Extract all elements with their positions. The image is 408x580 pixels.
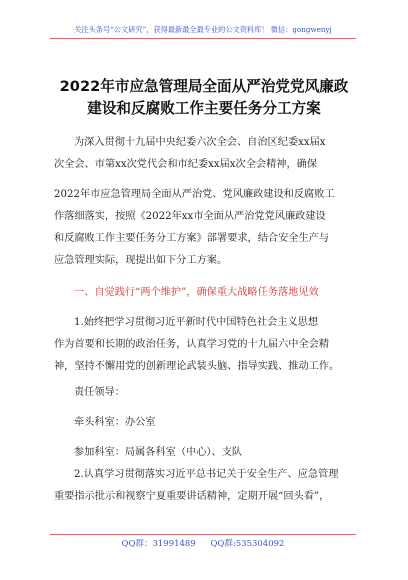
text-line: 次全会、市第xx次党代会和市纪委xx届x次全会精神，确保 [54,159,318,170]
text-line: 和反腐败工作主要任务分工方案》部署要求，结合安全生产与 [54,233,330,244]
text-line: 2.认真学习贯彻落实习近平总书记关于安全生产、应急管理 [74,469,339,480]
responsibility-block [54,382,358,464]
header-banner: 关注头条号“公文研究”，获得最新最全最专业的公文资料库！ 微信：gongwenyj [74,25,332,34]
qq-group-1: QQ群：31991489 [121,539,196,549]
text-line: 作落细落实，按照《2022年xx市全面从严治党党风廉政建设 [54,211,326,222]
footer-divider [50,534,356,535]
intro-paragraph [54,132,358,272]
title-line: 建设和反腐败工作主要任务分工方案 [87,100,321,117]
participating-departments: 参加科室：局属各科室（中心）、支队 [74,447,243,458]
text-line: 神，坚持不懈用党的创新理论武装头脑、指导实践、推动工作。 [54,361,340,372]
text-line: 应急管理实际，现提出如下分工方案。 [54,255,228,266]
document-title [50,76,358,120]
header-divider [50,38,356,39]
qq-group-2: QQ群:535304092 [210,539,285,549]
responsible-leader: 责任领导： [74,387,125,398]
text-line: 2022年市应急管理局全面从严治党、党风廉政建设和反腐败工 [54,189,335,200]
title-line: 2022年市应急管理局全面从严治党党风廉政 [59,78,349,95]
section-heading: 一、自觉践行“两个维护”，确保重大战略任务落地见效 [74,287,319,298]
item-1-paragraph [54,312,358,378]
text-line: 作为首要和长期的政治任务，认真学习党的十九届六中全会精 [54,339,330,350]
footer-contact [50,537,356,551]
text-line: 为深入贯彻十九届中央纪委六次全会、自治区纪委xx届x [74,137,326,148]
text-line: 重要指示批示和视察宁夏重要讲话精神，定期开展“回头看”， [54,491,330,502]
lead-department: 牵头科室：办公室 [74,417,156,428]
text-line: 1.始终把学习贯彻习近平新时代中国特色社会主义思想 [74,317,319,328]
item-2-paragraph [54,464,358,508]
